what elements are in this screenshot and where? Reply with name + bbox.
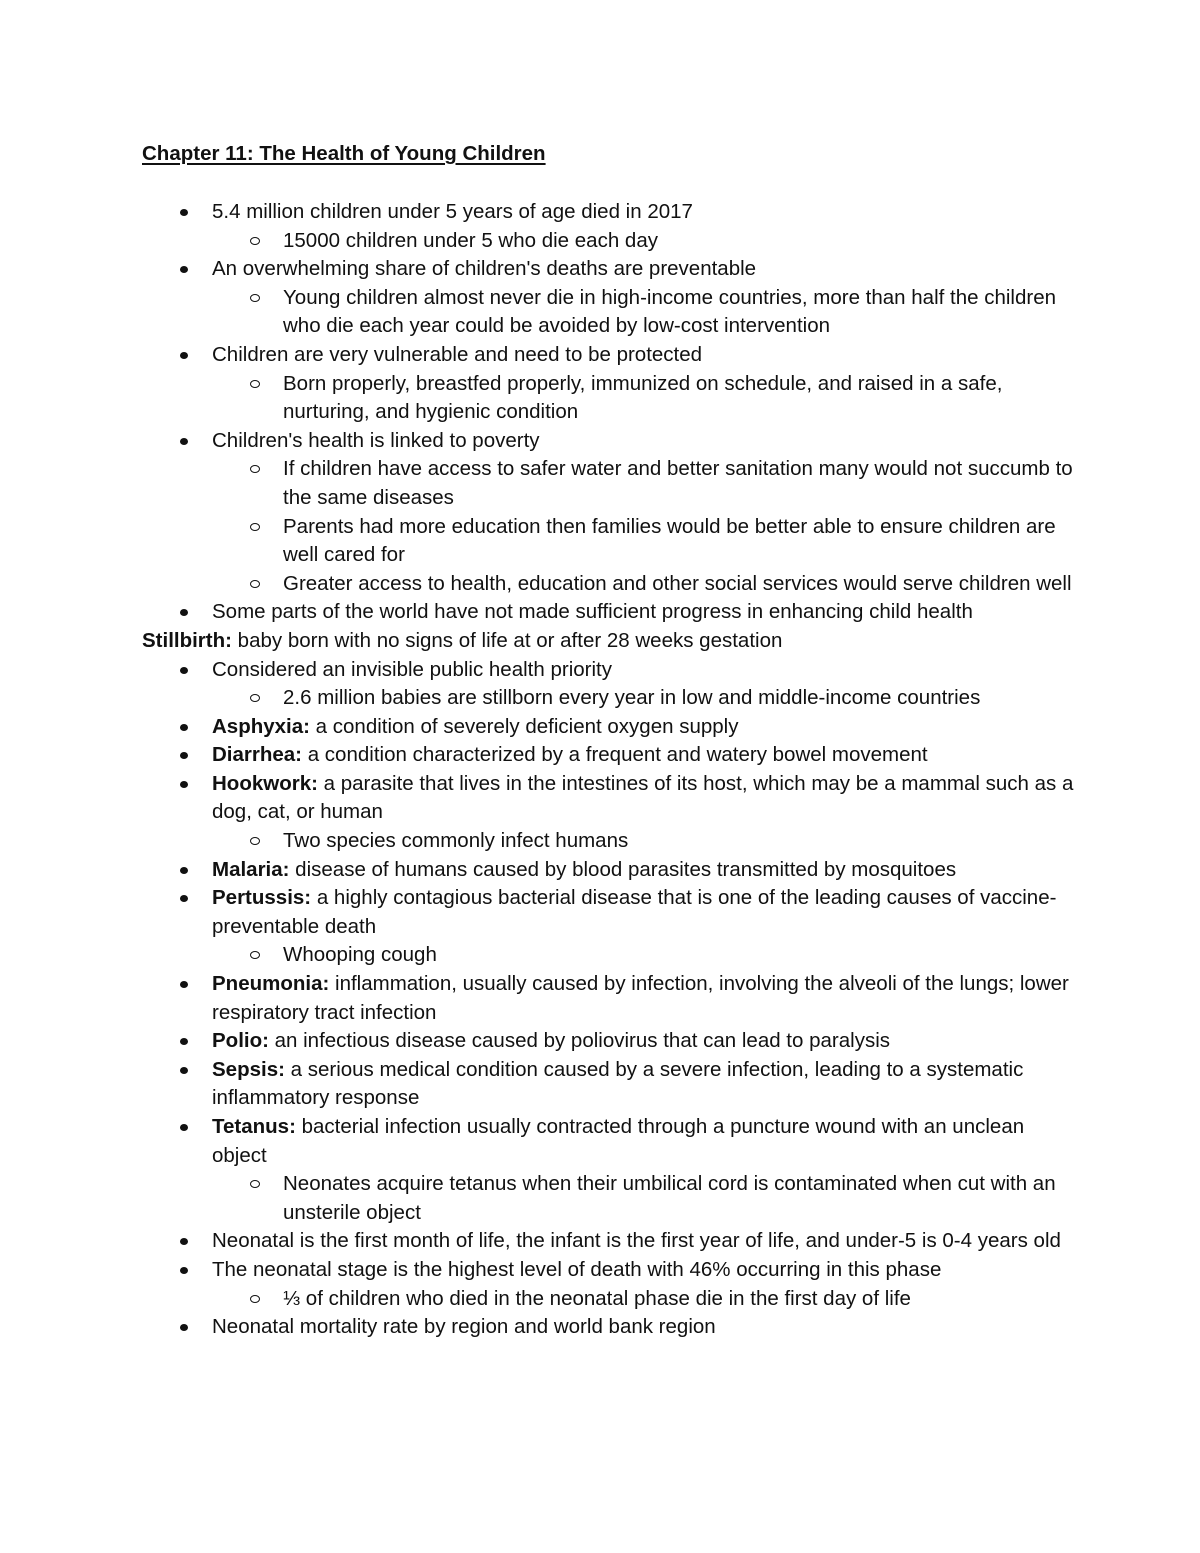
item-text: ⅓ of children who died in the neonatal phase die in the first day of life	[283, 1286, 911, 1310]
list-item-diarrhea	[142, 741, 1082, 770]
sub-list-item	[142, 1285, 1082, 1314]
chapter-title: Chapter 11: The Health of Young Children	[142, 142, 546, 165]
list-item: Some parts of the world have not made sufficient progress in enhancing child health	[142, 598, 1082, 627]
sub-list-item	[142, 827, 1082, 856]
sub-list-item	[142, 684, 1082, 713]
sub-list-item: Young children almost never die in high-income countries, more than half the children who die each year could be avoided by low-cost intervention	[142, 284, 1082, 341]
list-item	[142, 656, 1082, 685]
term-tetanus: Tetanus:	[212, 1115, 296, 1138]
item-text: Neonates acquire tetanus when their umbilical cord is contaminated when cut with an unsterile object	[283, 1172, 1056, 1224]
spacer	[142, 168, 1082, 198]
sub-list-item	[142, 941, 1082, 970]
item-text: a condition characterized by a frequent and watery bowel movement	[302, 743, 928, 767]
item-text: bacterial infection usually contracted through a puncture wound with an unclean object	[212, 1115, 1025, 1167]
list-item-malaria	[142, 856, 1082, 885]
bullet-list-overview	[142, 198, 1082, 627]
term-diarrhea: Diarrhea:	[212, 743, 303, 767]
term-pertussis: Pertussis:	[212, 886, 312, 910]
list-item-tetanus	[142, 1113, 1082, 1170]
sub-list-item: Born properly, breastfed properly, immunized on schedule, and raised in a safe, nurturing, and hygienic condition	[142, 370, 1082, 427]
list-item	[142, 1313, 1082, 1342]
item-text: an infectious disease caused by poliovirus that can lead to paralysis	[268, 1029, 890, 1053]
item-text: disease of humans caused by blood parasites transmitted by mosquitoes	[289, 857, 957, 881]
list-item: Children are very vulnerable and need to be protected	[142, 341, 1082, 370]
item-text: Whooping cough	[283, 943, 437, 967]
sub-list-item	[142, 1170, 1082, 1227]
term-pneumonia: Pneumonia:	[212, 972, 330, 996]
stillbirth-text: baby born with no signs of life at or after 28 weeks gestation	[231, 628, 783, 652]
item-text: inflammation, usually caused by infection, involving the alveoli of the lungs; lower respiratory tract infection	[212, 972, 1069, 1024]
list-item-hookwork	[142, 770, 1082, 827]
document-page	[142, 140, 1082, 1342]
list-item: An overwhelming share of children's deaths are preventable	[142, 255, 1082, 284]
item-text: a condition of severely deficient oxygen supply	[309, 714, 739, 738]
sub-list-item: 15000 children under 5 who die each day	[142, 227, 1082, 256]
list-item-asphyxia	[142, 713, 1082, 742]
term-stillbirth: Stillbirth:	[142, 628, 232, 652]
item-text: 2.6 million babies are stillborn every year in low and middle-income countries	[283, 686, 981, 710]
item-text: a parasite that lives in the intestines of its host, which may be a mammal such as a dog, cat, or human	[212, 771, 1074, 824]
term-sepsis: Sepsis:	[212, 1057, 285, 1081]
list-item-pneumonia	[142, 970, 1082, 1027]
item-text: The neonatal stage is the highest level of death with 46% occurring in this phase	[212, 1257, 942, 1281]
item-text: Neonatal mortality rate by region and world bank region	[212, 1315, 716, 1339]
item-text: a highly contagious bacterial disease that is one of the leading causes of vaccine-preventable death	[212, 886, 1057, 938]
list-item	[142, 1256, 1082, 1285]
item-text: Neonatal is the first month of life, the infant is the first year of life, and under-5 is 0-4 years old	[212, 1229, 1061, 1253]
term-malaria: Malaria:	[212, 857, 290, 881]
list-item: 5.4 million children under 5 years of age died in 2017	[142, 198, 1082, 227]
list-item-pertussis	[142, 884, 1082, 941]
term-hookwork: Hookwork:	[212, 771, 318, 795]
bullet-list-definitions	[142, 656, 1082, 1342]
sub-list-item: If children have access to safer water and better sanitation many would not succumb to the same diseases	[142, 455, 1082, 512]
list-item-polio	[142, 1027, 1082, 1056]
term-asphyxia: Asphyxia:	[212, 714, 310, 738]
item-text: Considered an invisible public health priority	[212, 657, 612, 681]
item-text: Two species commonly infect humans	[283, 829, 629, 853]
list-item-sepsis	[142, 1056, 1082, 1113]
list-item	[142, 1227, 1082, 1256]
list-item: Children's health is linked to poverty	[142, 427, 1082, 456]
stillbirth-definition	[142, 627, 1082, 656]
sub-list-item: Greater access to health, education and other social services would serve children well	[142, 570, 1082, 599]
term-polio: Polio:	[212, 1029, 269, 1053]
sub-list-item: Parents had more education then families would be better able to ensure children are well cared for	[142, 513, 1082, 570]
item-text: a serious medical condition caused by a severe infection, leading to a systematic inflammatory response	[212, 1057, 1024, 1110]
